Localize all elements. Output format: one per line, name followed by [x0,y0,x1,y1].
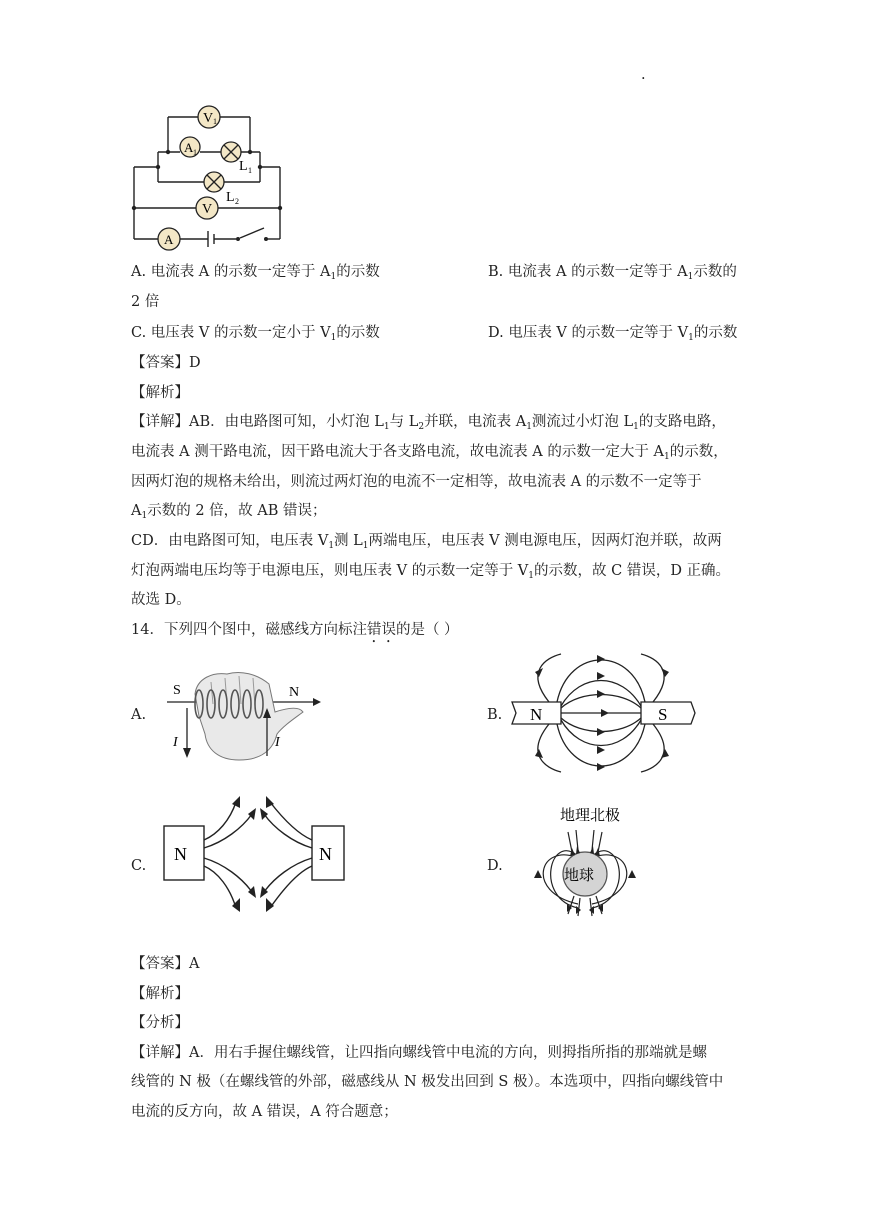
fig-b-label: B. [487,707,503,723]
option-c: C. 电压表 V 的示数一定小于 $V_1$的示数 [131,325,380,343]
q14-detail-line-1: 【详解】A．用右手握住螺线管，让四指向螺线管中电流的方向，则拇指所指的那端就是螺 [131,1045,707,1061]
v-meter-label: V [202,202,213,217]
a1-meter-label: A [184,140,194,155]
q14-stem: 14．下列四个图中，磁感线方向标注错误的是（ ） [131,622,459,638]
option-d: D. 电压表 V 的示数一定等于 $V_1$的示数 [488,325,738,343]
fig-b-n-label: N [530,705,543,724]
q13-detail-line-1: 【详解】AB．由电路图可知，小灯泡 $L_1$与 $L_2$并联，电流表 $A_1$测流过小灯泡 $L_1$的支路电路， [131,414,726,432]
fig-a-solenoid-hand [165,664,325,764]
fig-a-s-label: S [173,683,181,698]
q13-detail-line-4: $A_1$示数的 2 倍，故 AB 错误； [131,503,327,521]
q13-detail-line-6: 灯泡两端电压均等于电源电压，则电压表 V 的示数一定等于 $V_1$的示数，故 C 错误，D 正确。 [131,563,731,581]
fig-d-label: D. [487,858,503,874]
svg-text:1: 1 [193,148,197,157]
fig-b-s-label: S [658,705,668,724]
fig-a-n-label: N [289,685,300,700]
fig-b-bar-magnets [505,650,700,782]
q13-detail-line-2: 电流表 A 测干路电流，因干路电流大于各支路电流，故电流表 A 的示数一定大于 $A_1$的示数， [131,444,728,462]
fig-c-right-n-label: N [319,844,332,864]
q14-analysis-label: 【解析】 [131,986,189,1002]
fig-a-current-left: I [173,735,178,750]
l1-label: L [239,159,248,174]
q14-detail-line-3: 电流的反方向，故 A 错误，A 符合题意； [131,1104,398,1120]
q13-detail-line-7: 故选 D。 [131,592,191,608]
svg-text:2: 2 [235,197,239,206]
q14-detail-line-2: 线管的 N 极（在螺线管的外部，磁感线从 N 极发出回到 S 极）。本选项中，四指向螺线管中 [131,1074,724,1090]
page-dot: · [641,71,646,87]
q13-analysis-label: 【解析】 [131,385,189,401]
fig-d-title: 地理北极 [560,808,621,824]
fig-d-earth-field [520,800,650,922]
q13-detail-line-5: CD．由电路图可知，电压表 $V_1$测 $L_1$两端电压，电压表 V 测电源电压，因两灯泡并联，故两 [131,533,722,551]
a-meter-label: A [164,232,174,247]
fig-c-left-n-label: N [174,844,187,864]
option-a: A. 电流表 A 的示数一定等于 $A_1$的示数 [131,264,380,282]
fig-c-label: C. [131,858,147,874]
fig-a-current-right: I [275,735,280,750]
option-b: B. 电流表 A 的示数一定等于 $A_1$示数的 [488,264,737,282]
q14-fenxi-label: 【分析】 [131,1015,189,1031]
circuit-diagram [128,100,288,252]
l2-label: L [226,190,235,205]
fig-d-earth-label: 地球 [564,868,595,884]
q13-detail-line-3: 因两灯泡的规格未给出，则流过两灯泡的电流不一定相等，故电流表 A 的示数不一定等于 [131,474,702,490]
q14-answer: 【答案】A [131,956,200,972]
svg-text:1: 1 [248,166,252,175]
q13-answer: 【答案】D [131,355,201,371]
v1-meter-label: V [203,111,214,126]
fig-a-label: A. [131,707,147,723]
svg-text:1: 1 [213,117,217,126]
option-b-continued: 2 倍 [131,294,160,310]
fig-c-like-poles [160,792,345,920]
